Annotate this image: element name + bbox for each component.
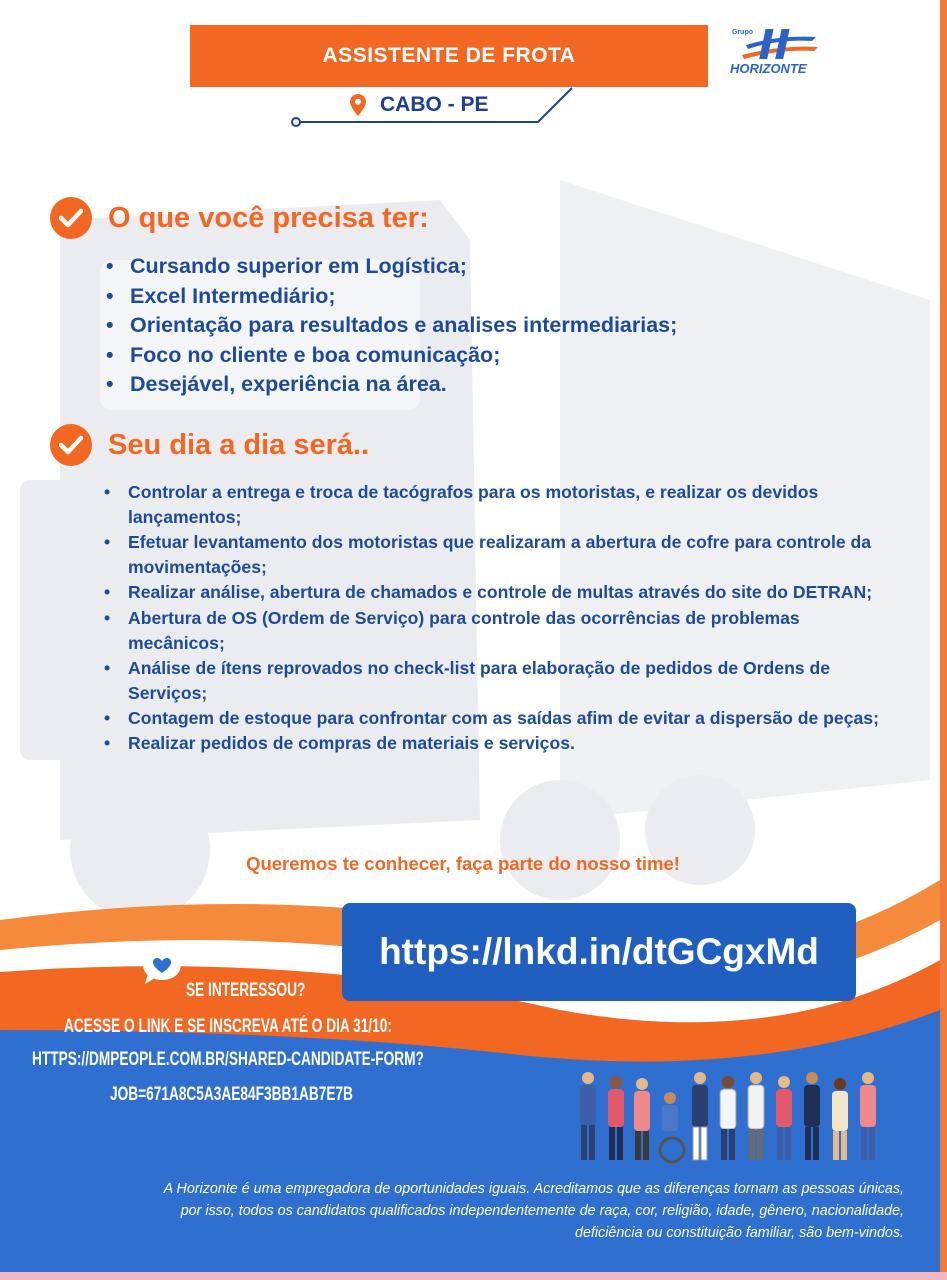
link-text[interactable]: https://lnkd.in/dtGCgxMd bbox=[379, 931, 819, 972]
requirements-list bbox=[102, 252, 842, 400]
interested-text: SE INTERESSOU? bbox=[186, 980, 306, 1001]
application-url-line2[interactable]: JOB=671A8C5A3AE84F3BB1AB7E7B bbox=[110, 1084, 353, 1105]
frame-edge-bottom bbox=[0, 1272, 947, 1280]
equal-opportunity-disclaimer bbox=[0, 1178, 904, 1244]
list-item: • Cursando superior em Logística; bbox=[102, 252, 842, 282]
check-circle-icon bbox=[50, 424, 92, 466]
daily-heading: Seu dia a dia será.. bbox=[108, 428, 370, 461]
call-to-action: Queremos te conhecer, faça parte do nosso time! bbox=[246, 853, 680, 874]
chat-heart-icon bbox=[140, 944, 184, 988]
disclaimer-line: deficiência ou constituição familiar, são bem-vindos. bbox=[575, 1225, 904, 1241]
disclaimer-line: por isso, todos os candidatos qualificados independentemente de raça, cor, religião, idade, gênero, nacionalidade, bbox=[180, 1203, 904, 1219]
access-instructions: ACESSE O LINK E SE INSCREVA ATÉ O DIA 31/10: bbox=[64, 1016, 392, 1037]
horizonte-logo bbox=[728, 27, 820, 79]
logo-small-text: Grupo bbox=[732, 29, 753, 36]
requirements-heading-row bbox=[50, 197, 429, 239]
logo-name-text: HORIZONTE bbox=[730, 61, 807, 76]
list-item: • Abertura de OS (Ordem de Serviço) para controle das ocorrências de problemas mecânicos; bbox=[100, 606, 900, 656]
daily-heading-row bbox=[50, 424, 369, 466]
requirements-heading: O que você precisa ter: bbox=[108, 201, 429, 234]
job-title: ASSISTENTE DE FROTA bbox=[322, 44, 576, 67]
list-item: • Efetuar levantamento dos motoristas que realizaram a abertura de cofre para controle da movimentações; bbox=[100, 530, 900, 580]
link-button[interactable] bbox=[342, 903, 856, 1001]
list-item: • Desejável, experiência na área. bbox=[102, 370, 842, 400]
list-item: • Contagem de estoque para confrontar com as saídas afim de evitar a dispersão de peças; bbox=[100, 706, 900, 731]
people-illustration bbox=[572, 1068, 902, 1168]
daily-tasks-list bbox=[100, 480, 900, 756]
list-item: • Análise de ítens reprovados no check-list para elaboração de pedidos de Ordens de Serviços; bbox=[100, 656, 900, 706]
list-item: • Orientação para resultados e analises intermediarias; bbox=[102, 311, 842, 341]
list-item: • Controlar a entrega e troca de tacógrafos para os motoristas, e realizar os devidos lançamentos; bbox=[100, 480, 900, 530]
job-title-banner bbox=[190, 25, 708, 87]
disclaimer-line: A Horizonte é uma empregadora de oportunidades iguais. Acreditamos que as diferenças tornam as pessoas únicas, bbox=[163, 1181, 904, 1197]
application-url-line1[interactable]: HTTPS://DMPEOPLE.COM.BR/SHARED-CANDIDATE-FORM? bbox=[32, 1049, 424, 1070]
frame-edge-right bbox=[940, 0, 947, 1280]
sparkle-icon: ✦· bbox=[186, 945, 208, 965]
location bbox=[350, 90, 489, 120]
check-circle-icon bbox=[50, 197, 92, 239]
list-item: • Excel Intermediário; bbox=[102, 282, 842, 312]
list-item: • Realizar pedidos de compras de materiais e serviços. bbox=[100, 731, 900, 756]
location-pin-icon bbox=[350, 94, 366, 116]
list-item: • Foco no cliente e boa comunicação; bbox=[102, 341, 842, 371]
list-item: • Realizar análise, abertura de chamados e controle de multas através do site do DETRAN; bbox=[100, 580, 900, 605]
location-text: CABO - PE bbox=[380, 93, 489, 116]
